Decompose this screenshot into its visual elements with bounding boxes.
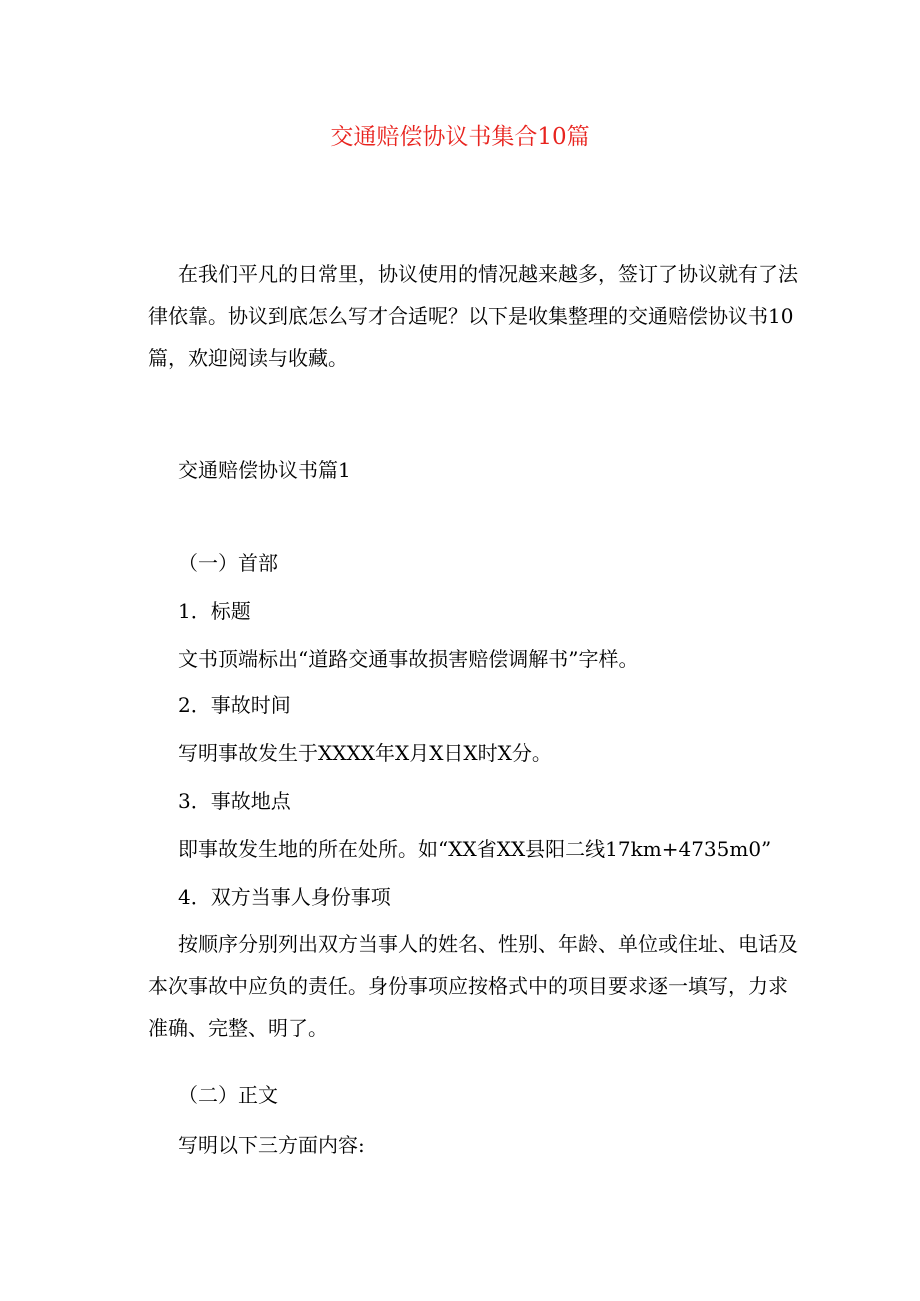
part2-text: 写明以下三方面内容: xyxy=(178,1133,365,1157)
section-heading: 交通赔偿协议书篇1 xyxy=(178,458,351,482)
intro-paragraph: 在我们平凡的日常里，协议使用的情况越来越多，签订了协议就有了法律依靠。协议到底怎么写才合适呢？以下是收集整理的交通赔偿协议书10篇，欢迎阅读与收藏。 xyxy=(148,262,798,370)
item2-text: 写明事故发生于XXXX年X月X日X时X分。 xyxy=(178,741,552,765)
item2-heading: 2．事故时间 xyxy=(178,693,291,717)
part1-heading: （一）首部 xyxy=(178,551,278,575)
item3-heading: 3．事故地点 xyxy=(178,789,291,813)
item1-heading: 1．标题 xyxy=(178,599,251,623)
item4-heading: 4．双方当事人身份事项 xyxy=(178,885,391,909)
item1-text: 文书顶端标出“道路交通事故损害赔偿调解书”字样。 xyxy=(178,647,639,671)
part2-heading: （二）正文 xyxy=(178,1083,278,1107)
page-title: 交通赔偿协议书集合10篇 xyxy=(330,124,590,150)
item3-text: 即事故发生地的所在处所。如“XX省XX县阳二线17km+4735m0” xyxy=(178,837,772,861)
item4-paragraph: 按顺序分别列出双方当事人的姓名、性别、年龄、单位或住址、电话及本次事故中应负的责任。身份事项应按格式中的项目要求逐一填写，力求准确、完整、明了。 xyxy=(148,932,798,1040)
